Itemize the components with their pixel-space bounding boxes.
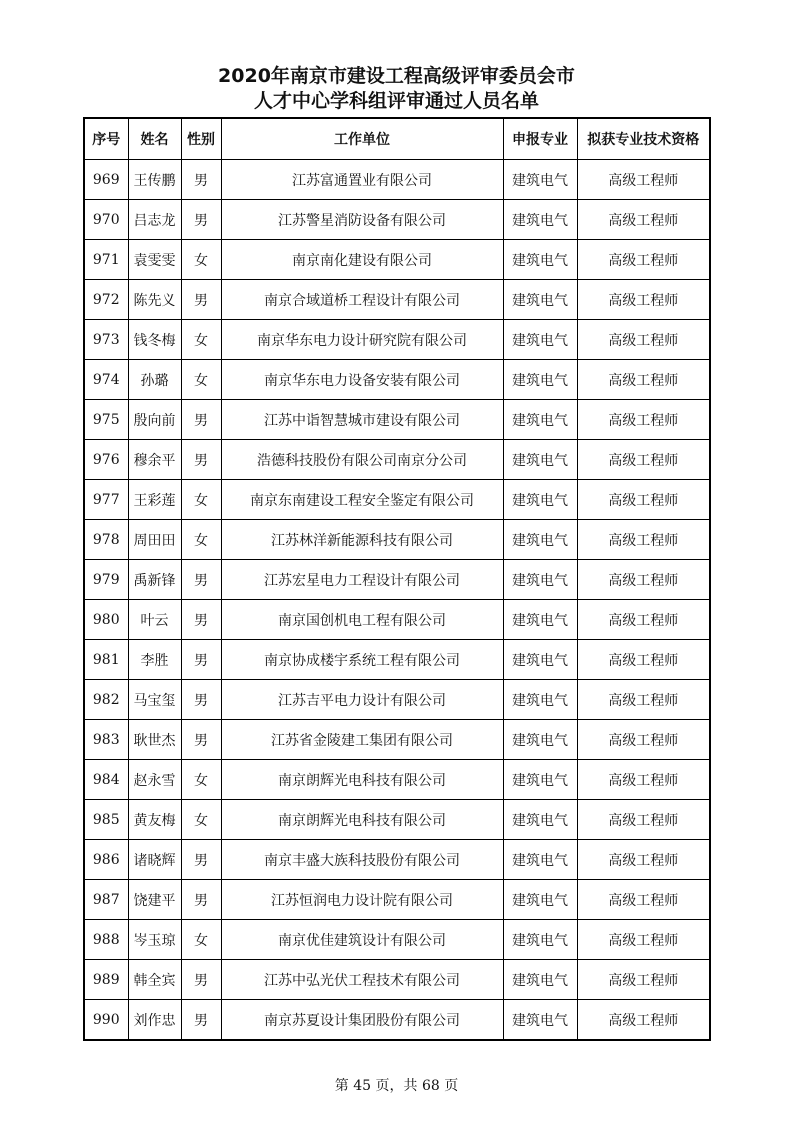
- cell-serial: 982: [84, 680, 128, 720]
- cell-name: 李胜: [128, 640, 181, 680]
- cell-employer: 江苏林洋新能源科技有限公司: [221, 520, 503, 560]
- cell-gender: 女: [181, 920, 221, 960]
- cell-specialty: 建筑电气: [503, 480, 577, 520]
- cell-serial: 988: [84, 920, 128, 960]
- cell-gender: 男: [181, 1000, 221, 1041]
- cell-specialty: 建筑电气: [503, 440, 577, 480]
- table-row: [84, 760, 710, 800]
- cell-specialty: 建筑电气: [503, 680, 577, 720]
- table-row: [84, 360, 710, 400]
- cell-name: 耿世杰: [128, 720, 181, 760]
- cell-serial: 985: [84, 800, 128, 840]
- cell-gender: 女: [181, 520, 221, 560]
- cell-employer: 南京华东电力设备安装有限公司: [221, 360, 503, 400]
- cell-qualification: 高级工程师: [577, 160, 710, 200]
- cell-name: 韩全宾: [128, 960, 181, 1000]
- cell-employer: 南京丰盛大族科技股份有限公司: [221, 840, 503, 880]
- cell-serial: 987: [84, 880, 128, 920]
- cell-serial: 990: [84, 1000, 128, 1041]
- header-qualification: 拟获专业技术资格: [577, 118, 710, 160]
- table-row: [84, 400, 710, 440]
- cell-serial: 973: [84, 320, 128, 360]
- cell-gender: 男: [181, 440, 221, 480]
- cell-gender: 男: [181, 720, 221, 760]
- header-name: 姓名: [128, 118, 181, 160]
- table-row: [84, 480, 710, 520]
- cell-gender: 男: [181, 560, 221, 600]
- cell-specialty: 建筑电气: [503, 400, 577, 440]
- table-row: [84, 680, 710, 720]
- cell-specialty: 建筑电气: [503, 560, 577, 600]
- cell-serial: 978: [84, 520, 128, 560]
- document-title-line-2: 人才中心学科组评审通过人员名单: [253, 90, 539, 112]
- cell-gender: 男: [181, 600, 221, 640]
- cell-specialty: 建筑电气: [503, 600, 577, 640]
- cell-specialty: 建筑电气: [503, 280, 577, 320]
- cell-qualification: 高级工程师: [577, 480, 710, 520]
- cell-serial: 975: [84, 400, 128, 440]
- cell-serial: 986: [84, 840, 128, 880]
- cell-name: 钱冬梅: [128, 320, 181, 360]
- cell-gender: 男: [181, 160, 221, 200]
- table-row: [84, 600, 710, 640]
- cell-qualification: 高级工程师: [577, 720, 710, 760]
- cell-gender: 女: [181, 360, 221, 400]
- results-table: [83, 117, 711, 1041]
- cell-employer: 南京协成楼宇系统工程有限公司: [221, 640, 503, 680]
- cell-serial: 970: [84, 200, 128, 240]
- cell-name: 叶云: [128, 600, 181, 640]
- cell-serial: 989: [84, 960, 128, 1000]
- cell-gender: 男: [181, 400, 221, 440]
- header-gender: 性别: [181, 118, 221, 160]
- table-row: [84, 520, 710, 560]
- cell-employer: 南京朗辉光电科技有限公司: [221, 760, 503, 800]
- cell-qualification: 高级工程师: [577, 840, 710, 880]
- cell-qualification: 高级工程师: [577, 200, 710, 240]
- cell-qualification: 高级工程师: [577, 240, 710, 280]
- cell-employer: 南京国创机电工程有限公司: [221, 600, 503, 640]
- cell-specialty: 建筑电气: [503, 360, 577, 400]
- cell-gender: 男: [181, 880, 221, 920]
- cell-employer: 南京合域道桥工程设计有限公司: [221, 280, 503, 320]
- cell-serial: 976: [84, 440, 128, 480]
- cell-employer: 南京华东电力设计研究院有限公司: [221, 320, 503, 360]
- cell-employer: 江苏恒润电力设计院有限公司: [221, 880, 503, 920]
- cell-specialty: 建筑电气: [503, 1000, 577, 1041]
- header-serial: 序号: [84, 118, 128, 160]
- cell-serial: 971: [84, 240, 128, 280]
- table-row: [84, 720, 710, 760]
- table-row: [84, 200, 710, 240]
- cell-qualification: 高级工程师: [577, 960, 710, 1000]
- cell-specialty: 建筑电气: [503, 720, 577, 760]
- cell-name: 岑玉琼: [128, 920, 181, 960]
- cell-qualification: 高级工程师: [577, 1000, 710, 1041]
- cell-specialty: 建筑电气: [503, 160, 577, 200]
- cell-gender: 女: [181, 240, 221, 280]
- cell-gender: 男: [181, 680, 221, 720]
- cell-qualification: 高级工程师: [577, 680, 710, 720]
- cell-gender: 女: [181, 760, 221, 800]
- table-row: [84, 960, 710, 1000]
- cell-specialty: 建筑电气: [503, 240, 577, 280]
- cell-name: 诸晓辉: [128, 840, 181, 880]
- cell-qualification: 高级工程师: [577, 400, 710, 440]
- cell-specialty: 建筑电气: [503, 800, 577, 840]
- cell-employer: 江苏省金陵建工集团有限公司: [221, 720, 503, 760]
- cell-specialty: 建筑电气: [503, 840, 577, 880]
- table-row: [84, 920, 710, 960]
- cell-gender: 女: [181, 800, 221, 840]
- cell-serial: 974: [84, 360, 128, 400]
- table-row: [84, 800, 710, 840]
- cell-name: 周田田: [128, 520, 181, 560]
- cell-name: 吕志龙: [128, 200, 181, 240]
- table-row: [84, 560, 710, 600]
- cell-employer: 江苏警星消防设备有限公司: [221, 200, 503, 240]
- cell-name: 王彩莲: [128, 480, 181, 520]
- cell-serial: 972: [84, 280, 128, 320]
- cell-name: 饶建平: [128, 880, 181, 920]
- cell-name: 王传鹏: [128, 160, 181, 200]
- page-footer: 第 45 页，共 68 页: [334, 1078, 459, 1094]
- cell-gender: 男: [181, 280, 221, 320]
- cell-qualification: 高级工程师: [577, 360, 710, 400]
- table-row: [84, 320, 710, 360]
- cell-serial: 983: [84, 720, 128, 760]
- cell-gender: 女: [181, 480, 221, 520]
- cell-employer: 江苏吉平电力设计有限公司: [221, 680, 503, 720]
- cell-qualification: 高级工程师: [577, 880, 710, 920]
- cell-gender: 男: [181, 200, 221, 240]
- cell-name: 刘作忠: [128, 1000, 181, 1041]
- cell-qualification: 高级工程师: [577, 760, 710, 800]
- cell-employer: 南京东南建设工程安全鉴定有限公司: [221, 480, 503, 520]
- table-row: [84, 880, 710, 920]
- cell-gender: 女: [181, 320, 221, 360]
- cell-specialty: 建筑电气: [503, 640, 577, 680]
- table-header-row: [84, 118, 710, 160]
- table-row: [84, 440, 710, 480]
- cell-serial: 980: [84, 600, 128, 640]
- table-row: [84, 280, 710, 320]
- cell-employer: 南京苏夏设计集团股份有限公司: [221, 1000, 503, 1041]
- cell-qualification: 高级工程师: [577, 320, 710, 360]
- cell-employer: 浩德科技股份有限公司南京分公司: [221, 440, 503, 480]
- cell-name: 马宝玺: [128, 680, 181, 720]
- cell-name: 赵永雪: [128, 760, 181, 800]
- cell-name: 殷向前: [128, 400, 181, 440]
- cell-serial: 979: [84, 560, 128, 600]
- cell-name: 袁雯雯: [128, 240, 181, 280]
- cell-specialty: 建筑电气: [503, 320, 577, 360]
- cell-qualification: 高级工程师: [577, 440, 710, 480]
- table-row: [84, 1000, 710, 1041]
- cell-qualification: 高级工程师: [577, 800, 710, 840]
- cell-gender: 男: [181, 840, 221, 880]
- cell-specialty: 建筑电气: [503, 760, 577, 800]
- cell-qualification: 高级工程师: [577, 560, 710, 600]
- header-employer: 工作单位: [221, 118, 503, 160]
- cell-serial: 977: [84, 480, 128, 520]
- cell-qualification: 高级工程师: [577, 600, 710, 640]
- cell-qualification: 高级工程师: [577, 280, 710, 320]
- cell-employer: 南京朗辉光电科技有限公司: [221, 800, 503, 840]
- cell-name: 黄友梅: [128, 800, 181, 840]
- cell-name: 孙璐: [128, 360, 181, 400]
- table-row: [84, 240, 710, 280]
- cell-serial: 969: [84, 160, 128, 200]
- table-row: [84, 640, 710, 680]
- cell-employer: 江苏中诣智慧城市建设有限公司: [221, 400, 503, 440]
- cell-name: 陈先义: [128, 280, 181, 320]
- cell-employer: 江苏中弘光伏工程技术有限公司: [221, 960, 503, 1000]
- cell-employer: 南京南化建设有限公司: [221, 240, 503, 280]
- cell-employer: 江苏宏星电力工程设计有限公司: [221, 560, 503, 600]
- cell-name: 禹新锋: [128, 560, 181, 600]
- cell-specialty: 建筑电气: [503, 200, 577, 240]
- cell-specialty: 建筑电气: [503, 520, 577, 560]
- header-specialty: 申报专业: [503, 118, 577, 160]
- cell-gender: 男: [181, 640, 221, 680]
- cell-name: 穆余平: [128, 440, 181, 480]
- cell-serial: 984: [84, 760, 128, 800]
- table-body: [84, 160, 710, 1041]
- cell-employer: 江苏富通置业有限公司: [221, 160, 503, 200]
- document-title-line-1: 2020年南京市建设工程高级评审委员会市: [218, 65, 575, 87]
- cell-gender: 男: [181, 960, 221, 1000]
- cell-specialty: 建筑电气: [503, 920, 577, 960]
- cell-specialty: 建筑电气: [503, 960, 577, 1000]
- cell-qualification: 高级工程师: [577, 920, 710, 960]
- cell-specialty: 建筑电气: [503, 880, 577, 920]
- cell-employer: 南京优佳建筑设计有限公司: [221, 920, 503, 960]
- cell-qualification: 高级工程师: [577, 640, 710, 680]
- table-row: [84, 840, 710, 880]
- cell-qualification: 高级工程师: [577, 520, 710, 560]
- table-row: [84, 160, 710, 200]
- cell-serial: 981: [84, 640, 128, 680]
